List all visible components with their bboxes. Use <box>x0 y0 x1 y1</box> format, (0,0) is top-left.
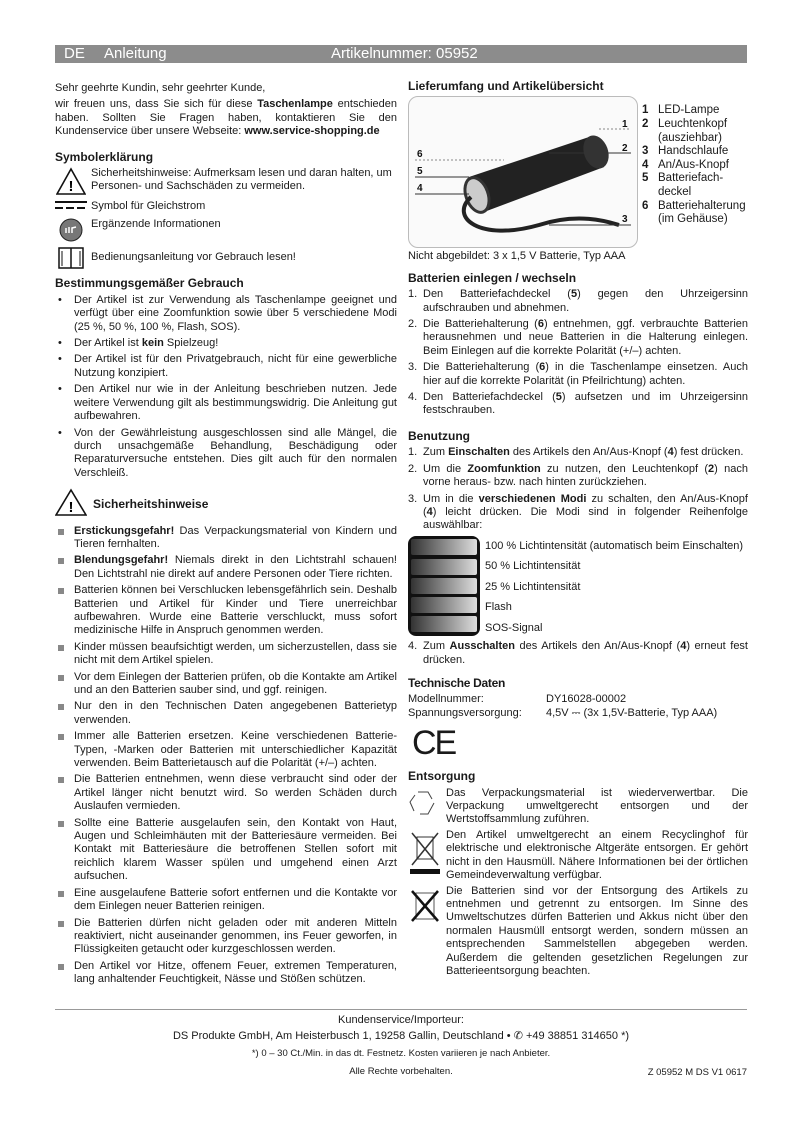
disposal-item: Den Artikel umweltgerecht an einem Recyclinghof für elektrische und elektronische Altgeräte entsorgen. Er gehört nicht in den Hausmüll. Nähere Informationen bei der örtlichen Gemeindeverwaltung verfügbar. <box>408 829 748 883</box>
list-item <box>55 294 397 334</box>
bold-text: 4 <box>426 505 433 518</box>
bold-text: 6 <box>537 318 544 331</box>
mode-label: SOS-Signal <box>485 621 543 634</box>
bold-text: Erstickungsgefahr! <box>74 524 175 537</box>
text-segment: Um die <box>423 462 468 475</box>
legend-item: 6 Batteriehalterung (im Gehäuse) <box>642 199 746 226</box>
item-number: 1. <box>408 446 418 459</box>
bold-text: Ausschalten <box>449 640 515 653</box>
bold-text: Einschalten <box>448 446 510 459</box>
list-item <box>408 318 748 358</box>
symbols-heading: Symbolerklärung <box>55 149 154 164</box>
legend-item: 2 Leuchtenkopf (ausziehbar) <box>642 118 728 144</box>
crossed-bin-battery-icon <box>408 885 442 979</box>
text-segment: Die Batteriehalterung ( <box>423 318 538 331</box>
list-item <box>55 700 397 727</box>
bold-text: kein <box>141 337 164 350</box>
symbol-text: Symbol für Gleichstrom <box>91 200 206 213</box>
modes-illustration <box>408 536 480 636</box>
tech-value: DY16028-00002 <box>546 693 627 706</box>
callout-2: 2 <box>622 143 628 155</box>
symbol-text: Sicherheitshinweise: Aufmerksam lesen und daran halten, um Personen- und Sachschäden zu vermeiden. <box>91 167 392 193</box>
document-code: Z 05952 M DS V1 0617 <box>647 1067 747 1078</box>
text-segment: zu nutzen, den Leuchtenkopf ( <box>540 462 709 475</box>
bold-text: Zoomfunktion <box>467 462 541 475</box>
modes-table <box>408 536 748 639</box>
list-item <box>55 773 397 813</box>
legend-item: 3 Handschlaufe <box>642 145 729 158</box>
bold-text: www.service-shopping.de <box>244 125 380 138</box>
list-item <box>55 730 397 770</box>
text-segment: Den Artikel vor Hitze, offenem Feuer, extremen Temperaturen, lang anhaltender Feuchtigkeit, Nässe und Stößen schützen. <box>74 959 397 986</box>
usage-heading: Bestimmungsgemäßer Gebrauch <box>55 276 244 291</box>
list-item <box>55 960 397 987</box>
symbol-text: Bedienungsanleitung vor Gebrauch lesen! <box>91 251 296 264</box>
text-segment: Das Verpackungsmaterial von Kindern und Tieren fernhalten. <box>74 524 397 550</box>
list-item <box>408 288 748 315</box>
bold-text: 6 <box>539 361 546 374</box>
crossed-bin-weee-icon <box>408 829 442 883</box>
batteries-heading: Batterien einlegen / wechseln <box>408 270 577 285</box>
list-item <box>55 554 397 581</box>
list-item: 4. Zum Ausschalten des Artikels den An/Aus-Knopf (4) erneut fest drücken. <box>408 640 748 666</box>
safety-list <box>55 525 397 987</box>
text-segment: Zum <box>423 446 449 459</box>
header-title: Anleitung <box>104 45 167 62</box>
flashlight-illustration <box>409 97 639 249</box>
list-item <box>55 817 397 884</box>
list-item <box>55 525 397 552</box>
text-segment: Von der Gewährleistung ausgeschlossen sind alle Mängel, die durch unsachgemäße Behandlung, Beschädigung oder Reparaturversuche entstehen. Dies gilt auch für den normalen Verschleiß. <box>74 426 397 479</box>
rights-note: Alle Rechte vorbehalten. <box>349 1066 453 1078</box>
text-segment: Batterien können bei Verschlucken lebensgefährlich sein. Deshalb Batterien und Artikel für Kinder und Tiere unerreichbar aufbewahren. Wurde eine Batterie verschluckt, muss sofort medizinische Hilfe in Anspruch genommen werden. <box>74 584 397 637</box>
text-segment: zu schalten, den An/Aus-Knopf ( <box>423 492 748 518</box>
list-item <box>55 887 397 914</box>
tech-key: Spannungsversorgung: <box>408 706 522 719</box>
list-item <box>408 463 748 490</box>
list-item <box>408 493 748 533</box>
item-number: 3. <box>408 492 418 505</box>
operation-heading: Benutzung <box>408 428 470 443</box>
bold-text: Blendungsgefahr! <box>74 554 169 567</box>
service-label: Kundenservice/Importeur: <box>338 1014 464 1026</box>
bold-text: 5 <box>570 288 578 301</box>
symbol-text: Ergänzende Informationen <box>91 218 221 231</box>
callout-3: 3 <box>622 214 628 226</box>
mode-label: 50 % Lichtintensität <box>485 560 581 573</box>
tech-key: Modellnummer: <box>408 693 484 706</box>
text-segment: ) nach vorne heraus- bzw. nach hinten zurückziehen. <box>423 462 748 489</box>
not-included-note: Nicht abgebildet: 3 x 1,5 V Batterie, Typ AAA <box>408 250 626 263</box>
text-segment: Den Batteriefachdeckel ( <box>423 288 571 301</box>
warning-icon <box>55 167 87 195</box>
text-segment: Zum <box>423 640 450 653</box>
text-segment: Immer alle Batterien ersetzen. Keine verschiedenen Batterie-Typen, -Marken oder Batterien mit unterschiedlicher Kapazität verwenden. Beim Batterietausch auf die Polarität (+/–) achten. <box>74 730 397 770</box>
legend-item: 1 LED-Lampe <box>642 104 720 117</box>
overview-heading: Lieferumfang und Artikelübersicht <box>408 79 604 93</box>
operation-list <box>408 446 748 532</box>
list-item <box>55 353 397 380</box>
safety-heading: Sicherheitshinweise <box>93 496 209 511</box>
text-segment: ) aufsetzen und im Uhrzeigersinn festschrauben. <box>423 391 749 417</box>
list-item <box>408 391 748 418</box>
callout-5: 5 <box>417 166 423 178</box>
ce-mark-icon: CE <box>412 724 456 763</box>
bold-text: 4 <box>667 446 674 459</box>
text-segment: Eine ausgelaufene Batterie sofort entfernen und die Kontakte vor dem Einlegen neuer Batterien reinigen. <box>74 886 397 913</box>
bold-text: 2 <box>708 462 715 475</box>
text-segment: Spielzeug! <box>163 337 219 350</box>
symbol-item <box>55 247 397 269</box>
legend-item: 4 An/Aus-Knopf <box>642 158 729 171</box>
text-segment: Vor dem Einlegen der Batterien prüfen, ob die Kontakte am Artikel und an den Batterien sauber sind, und ggf. reinigen. <box>74 670 397 696</box>
text-segment: Die Batteriehalterung ( <box>423 361 540 374</box>
bold-text: verschiedenen Modi <box>478 492 587 505</box>
list-item <box>55 584 397 638</box>
bold-text: Taschenlampe <box>257 98 333 111</box>
text-segment: des Artikels den An/Aus-Knopf ( <box>509 446 668 459</box>
importer-address: DS Produkte GmbH, Am Heisterbusch 1, 19258 Gallin, Deutschland • ✆ +49 38851 314650 *) <box>172 1030 630 1043</box>
text-segment: Niemals direkt in den Lichtstrahl schauen! Den Lichtstrahl nie direkt auf andere Personen oder Tiere richten. <box>74 554 397 580</box>
info-hand-icon <box>55 218 87 242</box>
left-column <box>55 80 397 990</box>
article-number: Artikelnummer: 05952 <box>331 45 478 62</box>
callout-6: 6 <box>417 149 423 161</box>
list-item <box>55 337 397 350</box>
bold-text: 5 <box>555 391 562 404</box>
batteries-list <box>408 288 748 418</box>
text-segment: Die Batterien entnehmen, wenn diese verbraucht sind oder der Artikel länger nicht benutzt wird. So werden Schäden durch Auslaufen vermieden. <box>74 773 397 813</box>
disposal-item: Die Batterien sind vor der Entsorgung des Artikels zu entnehmen und getrennt zu entsorgen. Im Sinne des Umweltschutzes dürfen Batterien und Akkus nicht über den normalen Hausmüll entsorgt werden, sondern müssen an entsprechenden Sammelstellen abgegeben werden. Außerdem die geltenden gesetzlichen Regelungen zur Batterieentsorgung beachten. <box>408 885 748 979</box>
list-item <box>55 383 397 423</box>
legend-item: 5 Batteriefach-deckel <box>642 172 724 198</box>
text-segment: Sollte eine Batterie ausgelaufen sein, den Kontakt von Haut, Augen und Schleimhäuten mit der Batteriesäure vermeiden. Bei Kontakt mit Batteriesäure die betroffenen Stellen sofort mit reichlich klarem Wasser spülen und umgehend einen Arzt aufsuchen. <box>74 816 397 883</box>
text-segment: des Artikels den An/Aus-Knopf ( <box>514 640 681 653</box>
manual-book-icon <box>55 247 87 269</box>
disposal-item: Das Verpackungsmaterial ist wiederverwertbar. Die Verpackung umweltgerecht entsorgen und der Wertstoffsammlung zuführen. <box>408 787 748 827</box>
symbol-item <box>55 167 397 195</box>
warning-icon <box>55 488 87 520</box>
item-number: 1. <box>408 288 418 301</box>
list-item <box>55 641 397 668</box>
text-segment: Um in die <box>423 492 479 505</box>
mode-label: 100 % Lichtintensität (automatisch beim Einschalten) <box>485 539 744 552</box>
recycling-icon <box>408 787 442 827</box>
list-item <box>408 361 748 388</box>
bold-text: 4 <box>680 640 687 653</box>
text-segment: Der Artikel ist <box>74 337 142 350</box>
text-segment: ) leicht drücken. Die Modi sind in folgender Reihenfolge auswählbar: <box>423 505 748 532</box>
text-segment: Kinder müssen beaufsichtigt werden, um sicherzustellen, dass sie nicht mit dem Artikel spielen. <box>74 640 397 667</box>
text-segment: ) fest drücken. <box>673 446 744 459</box>
list-item <box>408 446 748 459</box>
header-bar <box>55 45 747 63</box>
tech-value: 4,5V ⎓ (3x 1,5V-Batterie, Typ AAA) <box>546 706 718 719</box>
disposal-heading: Entsorgung <box>408 769 476 784</box>
svg-text:!: ! <box>68 499 74 517</box>
text-segment: Den Batteriefachdeckel ( <box>423 391 556 404</box>
item-number: 4. <box>408 391 418 404</box>
right-column <box>408 80 748 980</box>
item-number: 2. <box>408 318 418 331</box>
text-segment: ) entnehmen, ggf. verbrauchte Batterien herausnehmen und neue Batterien in die Halterung einlegen. Beim Einlegen auf die korrekte Polarität (+/–) achten. <box>423 318 749 357</box>
mode-label: 25 % Lichtintensität <box>485 580 581 593</box>
tech-table <box>408 693 748 720</box>
list-item <box>55 917 397 957</box>
text-segment: Der Artikel ist zur Verwendung als Taschenlampe geeignet und verfügt über eine Zoomfunktion sowie über 5 verschiedene Modi (25 %, 50 %, 100 %, Flash, SOS). <box>74 293 397 333</box>
intro-text <box>55 98 397 138</box>
safety-heading-row <box>55 488 397 520</box>
text-segment: ) erneut fest drücken. <box>423 640 748 666</box>
list-item <box>55 671 397 698</box>
mode-label: Flash <box>485 601 512 614</box>
operation-list-end <box>408 640 748 667</box>
product-image <box>408 96 638 248</box>
text-segment: entschieden haben. Sollten Sie Fragen haben, kontaktieren Sie den Kundenservice über unsere Webseite: <box>55 98 397 138</box>
callout-1: 1 <box>622 119 628 131</box>
text-segment: ) gegen den Uhrzeigersinn aufschrauben und abnehmen. <box>423 288 748 314</box>
text-segment: wir freuen uns, dass Sie sich für diese <box>55 98 258 111</box>
cost-note: *) 0 – 30 Ct./Min. in das dt. Festnetz. Kosten variieren je nach Anbieter. <box>251 1047 551 1059</box>
list-item <box>55 427 397 481</box>
tech-heading: Technische Daten <box>408 676 506 691</box>
symbol-item <box>55 200 397 213</box>
footer <box>55 1009 747 1079</box>
direct-current-icon <box>55 200 87 210</box>
text-segment: Der Artikel ist für den Privatgebrauch, nicht für eine gewerbliche Nutzung konzipiert. <box>74 353 397 379</box>
parts-legend <box>642 104 748 248</box>
language-code: DE <box>64 45 85 62</box>
item-number: 2. <box>408 462 418 475</box>
text-segment: Die Batterien dürfen nicht geladen oder mit anderen Mitteln reaktiviert, nicht auseinander genommen, ins Feuer geworfen, in Flüssigkeiten getaucht oder kurzgeschlossen werden. <box>74 916 397 956</box>
item-number: 3. <box>408 361 418 374</box>
text-segment: Nur den in den Technischen Daten angegebenen Batterietyp verwenden. <box>74 700 397 726</box>
usage-list <box>55 294 397 480</box>
svg-text:!: ! <box>68 178 74 196</box>
text-segment: ) in die Taschenlampe einsetzen. Auch hier auf die korrekte Polarität (in Pfeilrichtung) achten. <box>423 361 748 387</box>
text-segment: Den Artikel nur wie in der Anleitung beschrieben nutzen. Jede weitere Verwendung gilt als bestimmungswidrig. Die Anleitung gut aufbewahren. <box>74 383 397 423</box>
greeting: Sehr geehrte Kundin, sehr geehrter Kunde, <box>55 82 266 94</box>
symbol-item <box>55 218 397 242</box>
callout-4: 4 <box>417 183 423 195</box>
